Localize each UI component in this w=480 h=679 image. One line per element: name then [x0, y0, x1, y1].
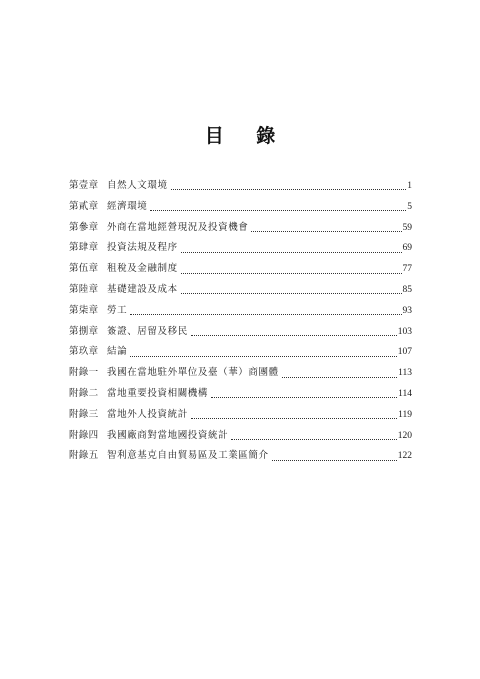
toc-entry-title: 我國廠商對當地國投資統計 — [107, 429, 229, 441]
toc-entry-number: 附錄二 — [69, 387, 99, 399]
toc-entry-page: 93 — [402, 305, 412, 316]
toc-entry-page: 59 — [402, 222, 412, 233]
toc-entry-title: 自然人文環境 — [107, 180, 168, 191]
toc-entry — [69, 426, 412, 447]
toc-entry-number: 第參章 — [69, 221, 99, 233]
toc-entry — [69, 322, 412, 343]
toc-entry-page: 107 — [397, 347, 412, 358]
toc-list — [69, 176, 412, 467]
toc-entry-title: 投資法規及程序 — [107, 242, 178, 254]
toc-entry-number: 第壹章 — [69, 180, 99, 191]
toc-entry-title: 簽證、居留及移民 — [107, 325, 188, 337]
toc-dot-leader — [231, 438, 397, 440]
toc-entry-page: 69 — [402, 243, 412, 254]
toc-entry-number: 第玖章 — [69, 346, 99, 358]
toc-entry-number: 附錄五 — [69, 450, 99, 462]
toc-entry-page: 119 — [398, 409, 412, 420]
toc-dot-leader — [130, 355, 397, 357]
toc-entry-title: 當地外人投資統計 — [107, 408, 188, 420]
toc-dot-leader — [282, 376, 397, 378]
toc-entry-number: 第貳章 — [69, 200, 99, 212]
toc-entry — [69, 176, 412, 197]
toc-dot-leader — [171, 188, 407, 190]
toc-entry-number: 第柒章 — [69, 304, 99, 316]
toc-entry-number: 附錄四 — [69, 429, 99, 441]
toc-dot-leader — [251, 230, 401, 232]
toc-entry-title: 結論 — [107, 346, 128, 358]
toc-dot-leader — [211, 396, 397, 398]
toc-entry — [69, 384, 412, 405]
toc-dot-leader — [150, 209, 406, 211]
toc-entry — [69, 280, 412, 301]
toc-dot-leader — [181, 272, 402, 274]
toc-dot-leader — [181, 251, 402, 253]
toc-entry-number: 第陸章 — [69, 283, 99, 295]
toc-entry-number: 附錄一 — [69, 367, 99, 379]
toc-entry-page: 1 — [407, 181, 412, 191]
toc-entry — [69, 218, 412, 239]
toc-entry-title: 租稅及金融制度 — [107, 263, 178, 275]
toc-entry-page: 122 — [397, 451, 412, 462]
toc-entry — [69, 446, 412, 467]
toc-dot-leader — [181, 292, 402, 294]
toc-entry-title: 基礎建設及成本 — [107, 283, 178, 295]
toc-dot-leader — [191, 334, 397, 336]
toc-entry — [69, 197, 412, 218]
toc-entry-title: 經濟環境 — [107, 200, 148, 212]
toc-entry-page: 85 — [402, 284, 412, 295]
toc-entry-page: 103 — [397, 326, 412, 337]
toc-entry-page: 114 — [398, 388, 412, 399]
toc-entry-page: 5 — [407, 201, 412, 212]
toc-entry — [69, 363, 412, 384]
toc-entry — [69, 301, 412, 322]
toc-dot-leader — [272, 459, 397, 461]
toc-entry-title: 勞工 — [107, 304, 128, 316]
toc-entry-page: 120 — [397, 430, 412, 441]
toc-entry-number: 第捌章 — [69, 325, 99, 337]
toc-entry-title: 外商在當地經營現況及投資機會 — [107, 221, 249, 233]
toc-entry-title: 當地重要投資相關機構 — [107, 387, 209, 399]
toc-dot-leader — [191, 417, 397, 419]
toc-entry — [69, 342, 412, 363]
toc-entry — [69, 259, 412, 280]
toc-entry-page: 77 — [402, 264, 412, 275]
toc-entry-number: 附錄三 — [69, 408, 99, 420]
toc-entry-title: 我國在當地駐外單位及臺（華）商團體 — [107, 367, 279, 379]
toc-entry-page: 113 — [398, 368, 412, 379]
toc-entry — [69, 238, 412, 259]
toc-entry — [69, 405, 412, 426]
toc-entry-number: 第肆章 — [69, 242, 99, 254]
toc-entry-number: 第伍章 — [69, 263, 99, 275]
toc-entry-title: 智利意基克自由貿易區及工業區簡介 — [107, 450, 269, 462]
toc-dot-leader — [130, 313, 401, 315]
toc-title: 目 錄 — [204, 125, 289, 147]
